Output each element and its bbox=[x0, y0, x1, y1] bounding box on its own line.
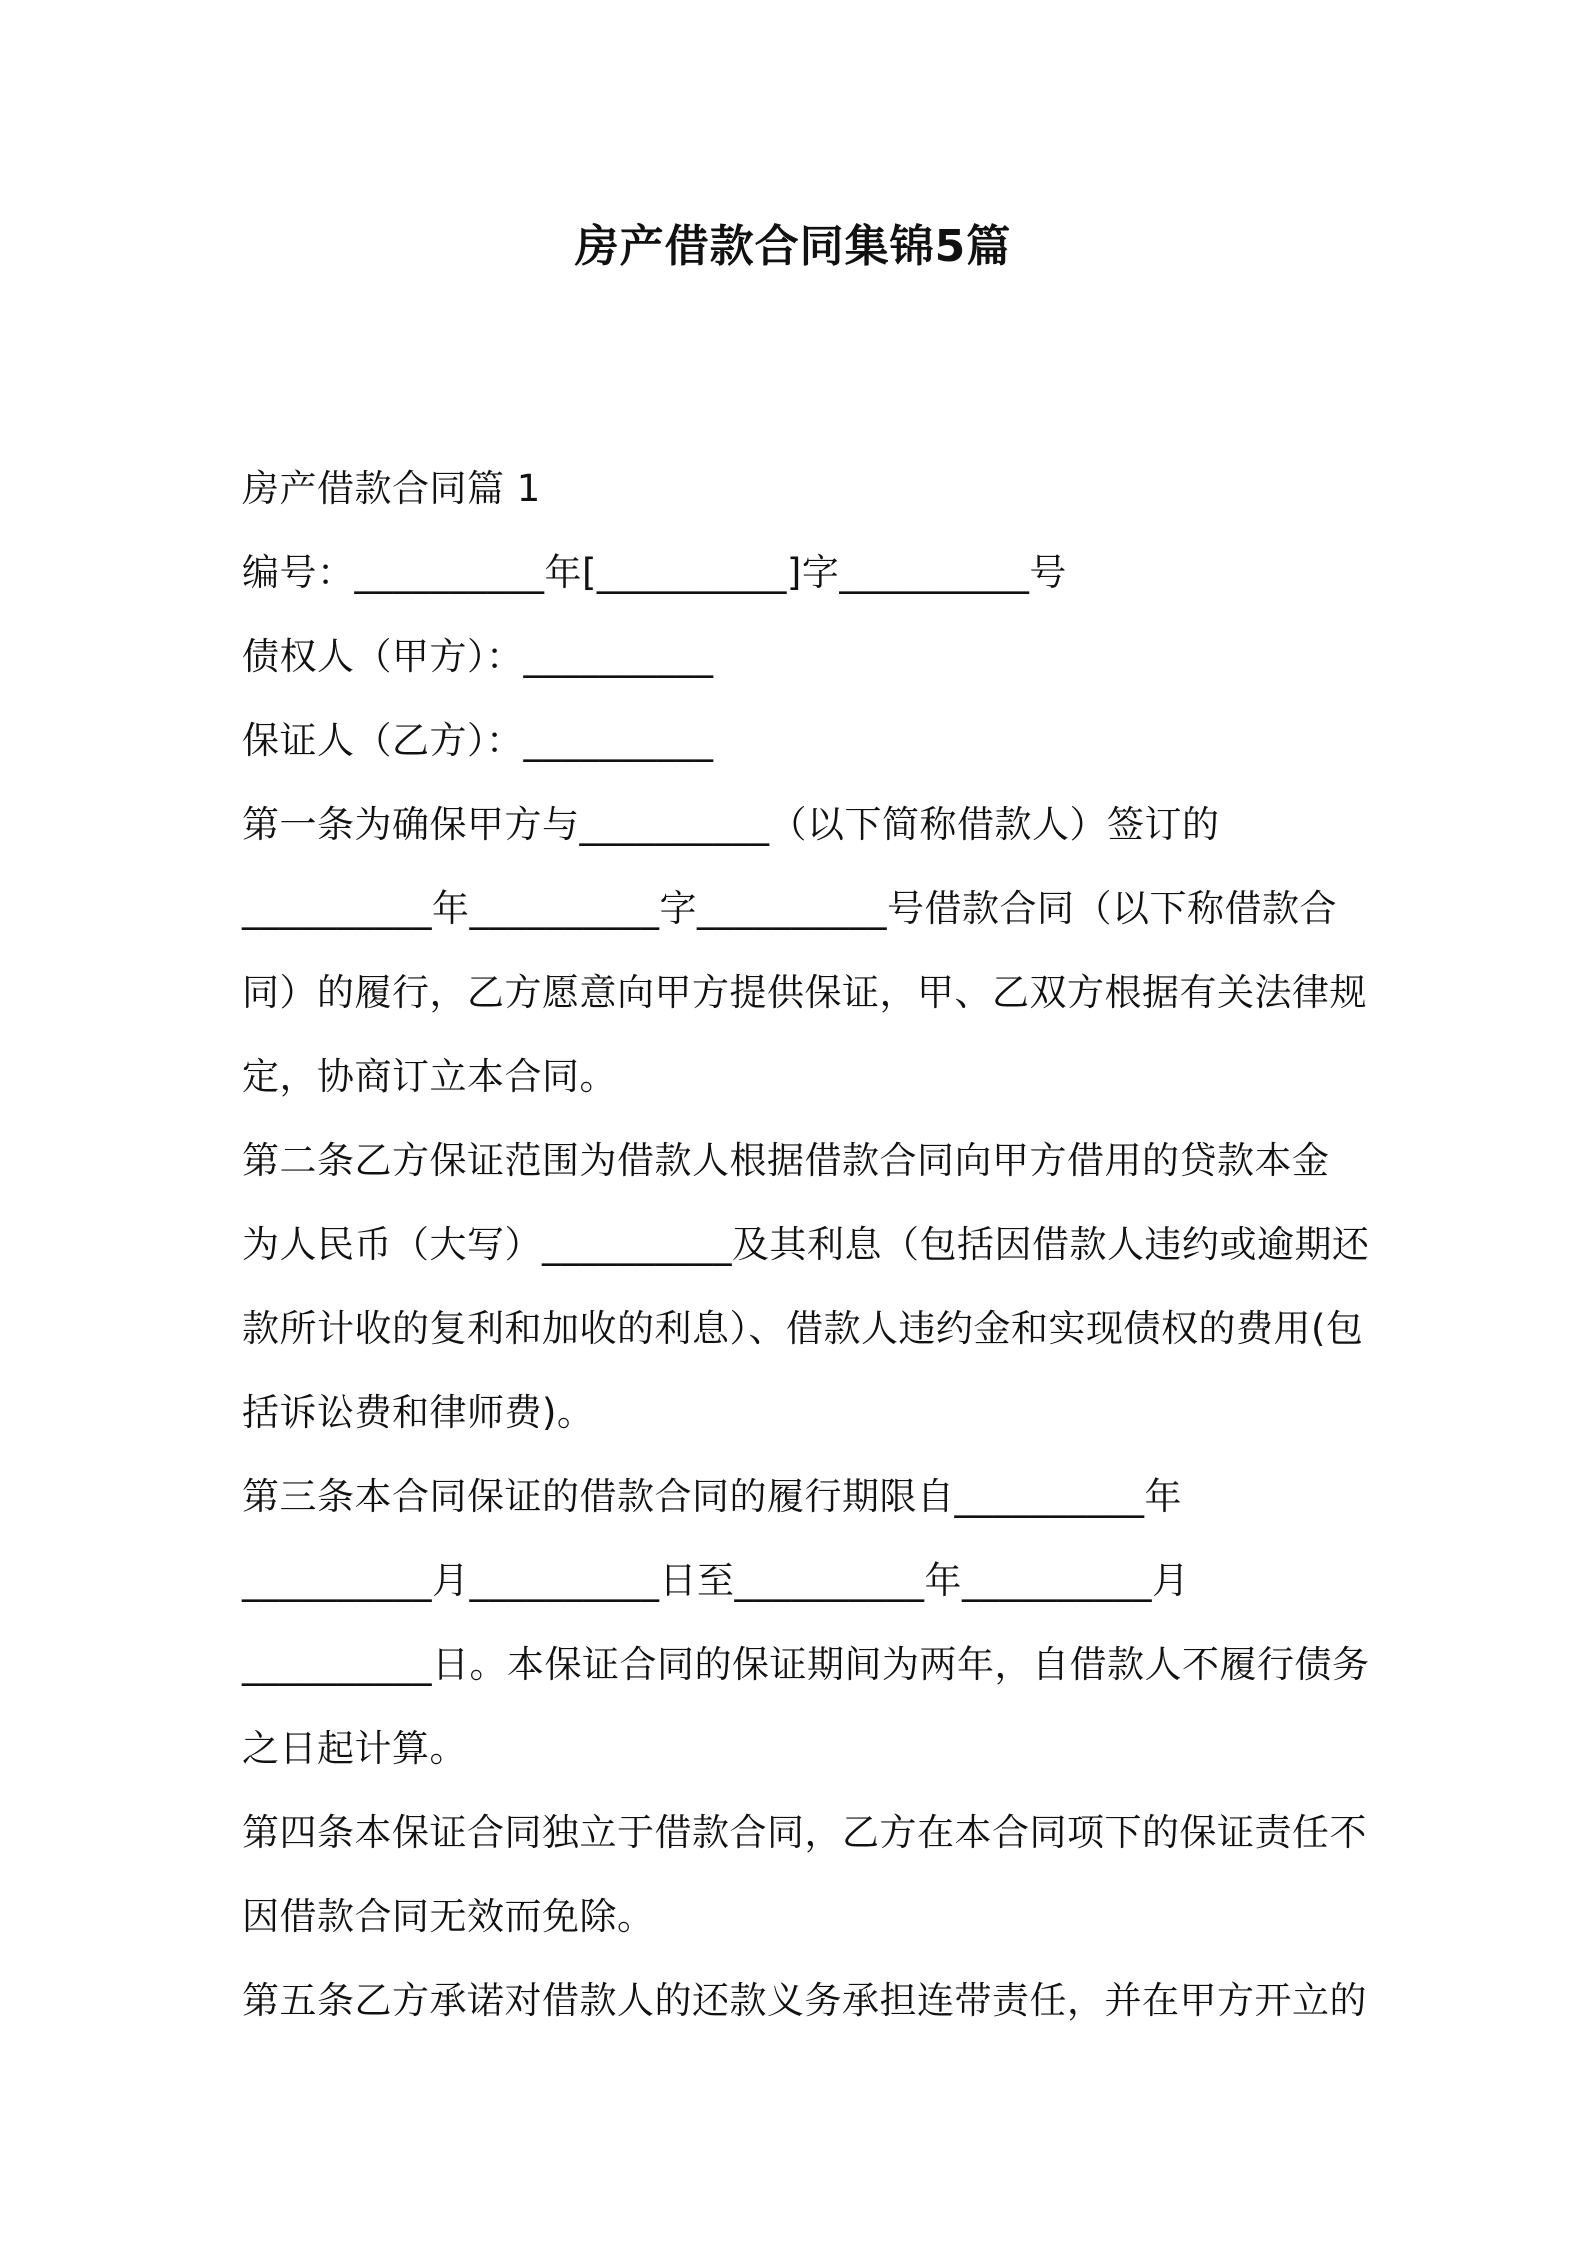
guarantor-line: 保证人（乙方）：__________ bbox=[242, 719, 714, 762]
article-3-line-3: __________日。本保证合同的保证期间为两年，自借款人不履行债务 bbox=[242, 1643, 1370, 1686]
article-3-line-1: 第三条本合同保证的借款合同的履行期限自__________年 bbox=[242, 1475, 1182, 1518]
article-4-line-1: 第四条本保证合同独立于借款合同，乙方在本合同项下的保证责任不 bbox=[242, 1811, 1367, 1854]
article-2-line-3: 款所计收的复利和加收的利息）、借款人违约金和实现债权的费用(包 bbox=[242, 1307, 1364, 1350]
article-3-line-2: __________月__________日至__________年__________月 bbox=[242, 1559, 1190, 1602]
article-5-line-1: 第五条乙方承诺对借款人的还款义务承担连带责任，并在甲方开立的 bbox=[242, 1979, 1367, 2022]
article-1-line-3: 同）的履行，乙方愿意向甲方提供保证，甲、乙双方根据有关法律规 bbox=[242, 971, 1367, 1014]
creditor-line: 债权人（甲方）：__________ bbox=[242, 635, 714, 678]
article-1-line-1: 第一条为确保甲方与__________（以下简称借款人）签订的 bbox=[242, 803, 1220, 846]
article-4-line-2: 因借款合同无效而免除。 bbox=[242, 1895, 655, 1938]
document-body bbox=[242, 447, 1370, 2043]
article-1-line-4: 定，协商订立本合同。 bbox=[242, 1055, 617, 1098]
document-title: 房产借款合同集锦5篇 bbox=[574, 221, 1012, 272]
article-2-line-4: 括诉讼费和律师费)。 bbox=[242, 1391, 595, 1434]
article-1-line-2: __________年__________字__________号借款合同（以下称借款合 bbox=[242, 887, 1337, 930]
article-2-line-1: 第二条乙方保证范围为借款人根据借款合同向甲方借用的贷款本金 bbox=[242, 1139, 1330, 1182]
article-3-line-4: 之日起计算。 bbox=[242, 1727, 467, 1770]
section-heading: 房产借款合同篇 1 bbox=[242, 467, 541, 510]
contract-number-line: 编号：__________年[__________]字__________号 bbox=[242, 551, 1067, 594]
article-2-line-2: 为人民币（大写）__________及其利息（包括因借款人违约或逾期还 bbox=[242, 1223, 1370, 1266]
